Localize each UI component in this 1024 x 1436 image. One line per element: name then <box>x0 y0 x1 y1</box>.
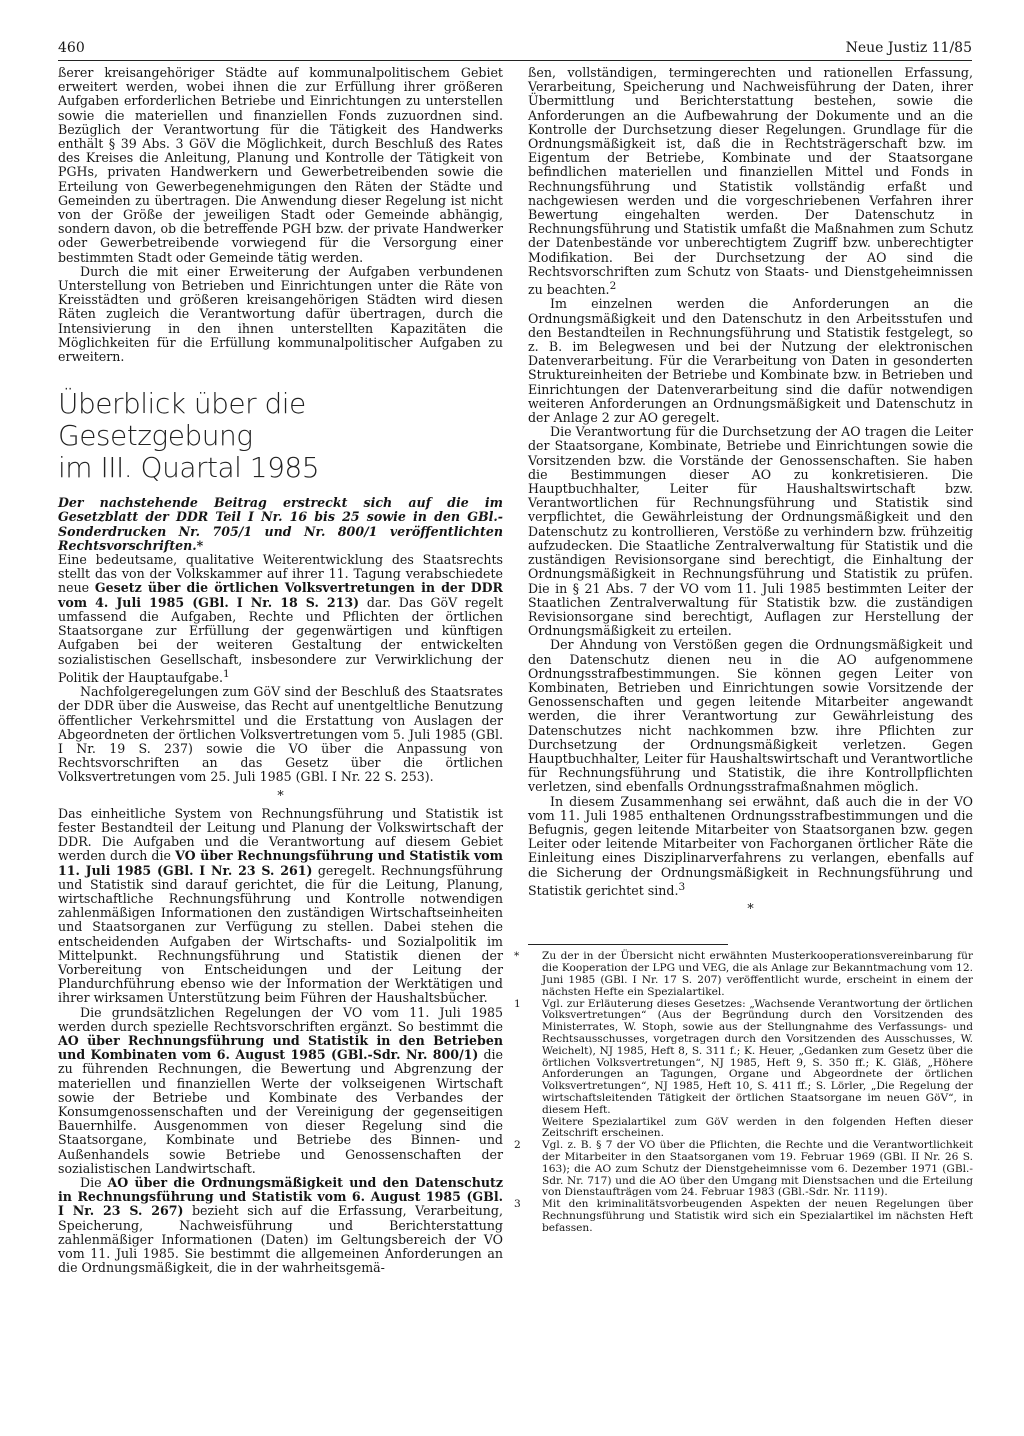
headline-line: im III. Quartal 1985 <box>58 451 320 485</box>
right-column <box>514 65 973 1234</box>
page-number: 460 <box>58 40 85 56</box>
paragraph: Nachfolgeregelungen zum GöV sind der Beschluß des Staatsrates der DDR über die Ausweise, das Recht auf unentgeltliche Benutzung öffentlicher Verkehrsmittel und die Erstattung von Auslagen der Abgeordneten der örtlichen Volksvertretungen vom 5. Juli 1985 (GBl. I Nr. 19 S. 237) sowie die VO über die Anpassung von Rechtsvorschriften an das Gesetz über die örtlichen Volksvertretungen vom 25. Juli 1985 (GBl. I Nr. 22 S. 253). <box>58 684 503 785</box>
footnote-mark: 3 <box>514 1198 521 1211</box>
law-citation: AO über Rechnungsführung und Statistik in den Betrieben und Kombinaten vom 6. August 1985 (GBl.-Sdr. Nr. 800/1) <box>58 1032 503 1063</box>
text-run: In diesem Zusammenhang sei erwähnt, daß auch die in der VO vom 11. Juli 1985 enthaltenen Ordnungsstrafbestimmungen und die Befugnis, gegen leitende Mitarbeiter von Staatsorganen bzw. gegen Leiter oder leitende Mitarbeiter von Fachorganen örtlicher Räte die Einleitung eines Disziplinarverfahrens zu verlangen, ebenfalls auf die Sicherung der Ordnungsmäßigkeit in Rechnungsführung und Statistik gerichtet sind. <box>528 793 973 898</box>
paragraph: ßerer kreisangehöriger Städte auf kommunalpolitischem Gebiet erweitert werden, wobei ihnen die zur Erfüllung ihrer größeren Aufgaben erforderlichen Betriebe und Einrichtungen zu unterstellen sowie die materiellen und finanziellen Fonds zuzuordnen sind. Bezüglich der Verantwortung für die Tätigkeit des Handwerks enthält § 39 Abs. 3 GöV die Möglichkeit, durch Beschluß des Rates des Kreises die Anleitung, Planung und Kontrolle der Tätigkeit von PGHs, privaten Handwerkern und Gewerbetreibenden sowie die Erteilung von Gewerbegenehmigungen den Räten der Städte und Gemeinden zu übertragen. Die Anwendung dieser Regelung ist nicht von der Größe der jeweiligen Stadt oder Gemeinde abhängig, sondern davon, ob die betreffende PGH bzw. der private Handwerker oder Gewerbetreibende vorwiegend für die Versorgung einer bestimmten Stadt oder Gemeinde tätig werden. <box>58 65 503 265</box>
paragraph <box>58 1176 503 1275</box>
footnote <box>514 1139 973 1199</box>
law-citation: Gesetz über die örtlichen Volksvertretungen in der DDR vom 4. Juli 1985 (GBl. I Nr. 18 S. 213) <box>58 580 503 610</box>
footnote-ref: 2 <box>609 280 617 293</box>
paragraph: Der Ahndung von Verstößen gegen die Ordnungsmäßigkeit und den Datenschutz dienen neu in die AO aufgenommene Ordnungsstrafbestimmungen. Sie können gegen Leiter von Kombinaten, Betrieben und Einrichtungen sowie Vorsitzende der Genossenschaften und gegen leitende Mitarbeiter angewandt werden, die ihrer Verantwortung zur Gewährleistung des Datenschutzes nicht nachkommen bzw. ihre Pflichten zur Durchsetzung der Ordnungsmäßigkeit verletzen. Gegen Hauptbuchhalter, Leiter für Haushaltswirtschaft und Verantwortliche für Rechnungsführung und Statistik, die ihre Kontrollpflichten verletzen, sind ebenfalls Ordnungsstrafmaßnahmen möglich. <box>528 637 973 795</box>
headline-line: Überblick über die Gesetzgebung <box>58 387 306 453</box>
footnote <box>528 1117 973 1141</box>
footnote-ref: 1 <box>222 667 230 680</box>
footnote-mark: 2 <box>514 1139 521 1152</box>
paragraph <box>528 795 973 899</box>
text-run: Das einheitliche System von Rechnungsführung und Statistik ist fester Bestandteil der Leitung und Planung der Volkswirtschaft der DDR. Die Aufgaben und die Verantwortung auf diesem Gebiet werden durch die <box>58 805 503 864</box>
footnote-rule <box>528 944 728 945</box>
section-separator: * <box>747 901 754 917</box>
paragraph <box>58 553 503 685</box>
text-run: die zu führenden Rechnungen, die Bewertung und Abgrenzung der materiellen und finanziellen Werte der volkseigenen Wirtschaft sowie der Betriebe und Kombinate des Verbandes der Konsumgenossenschaften und der Vereinigung der gegenseitigen Bauernhilfe. Ausgenommen von dieser Regelung sind die Staatsorgane, Kombinate und Betriebe des Binnen- und Außenhandels sowie Betriebe und Genossenschaften der sozialistischen Landwirtschaft. <box>58 1047 503 1176</box>
footnote-mark: 1 <box>514 997 521 1010</box>
law-citation: AO über die Ordnungsmäßigkeit und den Datenschutz in Rechnungsführung und Statistik vom 6. August 1985 (GBl. I Nr. 23 S. 267) <box>58 1175 503 1219</box>
paragraph: Durch die mit einer Erweiterung der Aufgaben verbundenen Unterstellung von Betrieben und Einrichtungen unter die Räte von Kreisstädten und größeren kreisangehörigen Städten wird diesen Räten zugleich die Verantwortung dafür übertragen, durch die Intensivierung in den ihnen unterstellten Kapazitäten die Möglichkeiten für die Erfüllung kommunalpolitischer Aufgaben zu erweitern. <box>58 263 503 365</box>
page-header <box>58 40 972 60</box>
intro-paragraph: Der nachstehende Beitrag erstreckt sich auf die im Gesetzblatt der DDR Teil I Nr. 16 bis 25 sowie in den GBl.-Sonderdrucken Nr. 705/1 und Nr. 800/1 veröffentlichten Rechtsvorschriften.* <box>58 495 503 553</box>
footnote <box>514 950 973 998</box>
section-separator: * <box>277 787 284 803</box>
footnote-text: Vgl. zur Erläuterung dieses Gesetzes: „Wachsende Verantwortung der örtlichen Volksvertretungen“ (Aus der Begründung durch den Vorsitzenden des Ministerrates, W. Stoph, sowie aus der Stellungnahme des Verfassungs- und Rechtsausschusses, vorgetragen durch den Vorsitzenden des Ausschusses, W. Weichelt), NJ 1985, Heft 8, S. 311 f.; K. Heuer, „Gedanken zum Gesetz über die örtlichen Volksvertretungen“, NJ 1985, Heft 9, S. 350 ff.; K. Gläß, „Höhere Anforderungen an Tagungen, Organe und Abgeordnete der örtlichen Volksvertretungen“, NJ 1985, Heft 10, S. 411 ff.; S. Lörler, „Die Regelung der wirtschaftsleitenden Tätigkeit der örtlichen Staatsorgane im neuen GöV“, in diesem Heft. <box>542 997 973 1116</box>
journal-title: Neue Justiz 11/85 <box>845 40 972 56</box>
footnote-text: Zu der in der Übersicht nicht erwähnten Musterkooperationsvereinbarung für die Kooperation der LPG und VEG, die als Anlage zur Bekanntmachung vom 12. Juni 1985 (GBl. I Nr. 17 S. 207) veröffentlicht wurde, erscheint in einem der nächsten Hefte ein Spezialartikel. <box>542 950 973 998</box>
text-run: geregelt. Rechnungsführung und Statistik sind darauf gerichtet, die für die Leitung, Planung, wirtschaftliche Rechnungsführung und Kontrolle notwendigen zahlenmäßigen Informationen den zuständigen Wirtschaftseinheiten und Staatsorganen zur Verfügung zu stellen. Dabei stehen die entscheidenden Aufgaben der Wirtschafts- und Sozialpolitik im Mittelpunkt. Rechnungsführung und Statistik dienen der Vorbereitung von Entscheidungen und der Leitung der Plandurchführung ebenso wie der Information der Werktätigen und ihrer wirksamen Unterstützung beim Führen der Haushaltsbücher. <box>58 862 503 1006</box>
text-run: ßen, vollständigen, termingerechten und rationellen Erfassung, Verarbeitung, Speicherung und Nachweisführung der Daten, ihrer Übermittlung und Berichterstattung bestehen, sowie die Anforderungen an die Aufbewahrung der Dokumente und an die Kontrolle der Durchsetzung dieser Regelungen. Grundlage für die Ordnungsmäßigkeit ist, daß die in Rechtsträgerschaft bzw. im Eigentum der Betriebe, Kombinate und der Staatsorgane befindlichen materiellen und finanziellen Mittel und Fonds in Rechnungsführung und Statistik vollständig erfaßt und nachgewiesen werden und die vorgeschriebenen Verfahren ihrer Bewertung eingehalten werden. Der Datenschutz in Rechnungsführung und Statistik umfaßt die Maßnahmen zum Schutz der Datenbestände vor unberechtigtem Zugriff bzw. unberechtigter Modifikation. Bei der Durchsetzung der AO sind die Rechtsvorschriften zum Schutz von Staats- und Dienstgeheimnissen zu beachten. <box>528 65 973 298</box>
footnote-text: Vgl. z. B. § 7 der VO über die Pflichten, die Rechte und die Verantwortlichkeit der Mitarbeiter in den Staatsorganen vom 19. Februar 1969 (GBl. II Nr. 26 S. 163); die AO zum Schutz der Dienstgeheimnisse vom 6. Dezember 1971 (GBl.-Sdr. Nr. 717) und die AO über den Umgang mit Dienstsachen und die Erteilung von Dienstaufträgen vom 24. Februar 1983 (GBl.-Sdr. Nr. 1119). <box>542 1139 973 1199</box>
header-rule <box>58 60 972 61</box>
text-run: Die <box>80 1175 108 1190</box>
paragraph: Im einzelnen werden die Anforderungen an die Ordnungsmäßigkeit und den Datenschutz in den Arbeitsstufen und den Bestandteilen in Rechnungsführung und Statistik festgelegt, so z. B. im Belegwesen und bei der Nutzung der elektronischen Datenverarbeitung. Für die Verarbeitung von Daten in gesonderten Struktureinheiten der Betriebe und Kombinate bzw. in Betrieben und Einrichtungen der Datenverarbeitung sind die dafür notwendigen weiteren Anforderungen an Ordnungsmäßigkeit und Datenschutz in der Anlage 2 zur AO geregelt. <box>528 296 973 426</box>
footnote-text: Mit den kriminalitätsvorbeugenden Aspekten der neuen Regelungen über Rechnungsführung und Statistik wird sich ein Spezialartikel im nächsten Heft befassen. <box>542 1198 973 1234</box>
paragraph <box>528 66 973 297</box>
law-citation: VO über Rechnungsführung und Statistik vom 11. Juli 1985 (GBl. I Nr. 23 S. 261) <box>58 848 503 878</box>
footnote-ref: 3 <box>678 880 686 893</box>
left-column <box>58 66 503 1275</box>
paragraph: Die Verantwortung für die Durchsetzung der AO tragen die Leiter der Staatsorgane, Kombinate, Betriebe und Einrichtungen sowie die Vorsitzenden bzw. die Vorstände der Genossenschaften. Sie haben die Bestimmungen dieser AO zu konkretisieren. Die Hauptbuchhalter, Leiter für Haushaltswirtschaft bzw. Verantwortlichen für Rechnungsführung und Statistik sind verpflichtet, die Gewährleistung der Ordnungsmäßigkeit und den Datenschutz zu kontrollieren, Verstöße zu verhindern bzw. frühzeitig aufzudecken. Die Staatliche Zentralverwaltung für Statistik und die zuständigen Revisionsorgane sind berechtigt, die Einhaltung der Ordnungsmäßigkeit in Rechnungsführung und Statistik zu prüfen. Die in § 21 Abs. 7 der VO vom 11. Juli 1985 bestimmten Leiter der Staatlichen Zentralverwaltung für Statistik bzw. die zuständigen Revisionsorgane sind berechtigt, Auflagen zur Herstellung der Ordnungsmäßigkeit zu erteilen. <box>528 424 973 639</box>
paragraph <box>58 807 503 1006</box>
text-run: Eine bedeutsame, qualitative Weiterentwicklung des Staatsrechts stellt das von der Volkskammer auf ihrer 11. Tagung verabschiedete neue <box>58 552 503 596</box>
footnote <box>514 1198 973 1234</box>
footnote <box>514 997 973 1117</box>
text-run: Die grundsätzlichen Regelungen der VO vom 11. Juli 1985 werden durch spezielle Rechtsvorschriften ergänzt. So bestimmt die <box>58 1004 503 1034</box>
text-run: dar. Das GöV regelt umfassend die Aufgaben, Rechte und Pflichten der örtlichen Staatsorgane zur Erfüllung der gegenwärtigen und künftigen Aufgaben bei der weiteren Gestaltung der entwickelten sozialistischen Gesellschaft, insbesondere zur Verwirklichung der Politik der Hauptaufgabe. <box>58 594 504 685</box>
footnote-text: Weitere Spezialartikel zum GöV werden in den folgenden Heften dieser Zeitschrift erscheinen. <box>542 1115 973 1140</box>
paragraph <box>58 1006 503 1176</box>
text-run: bezieht sich auf die Erfassung, Verarbeitung, Speicherung, Nachweisführung und Berichterstattung zahlenmäßiger Informationen (Daten) im Geltungsbereich der VO vom 11. Juli 1985. Sie bestimmt die allgemeinen Anforderungen an die Ordnungsmäßigkeit, die in der wahrheitsgemä- <box>58 1203 503 1276</box>
footnote-mark: * <box>514 950 520 963</box>
section-headline <box>58 388 503 484</box>
